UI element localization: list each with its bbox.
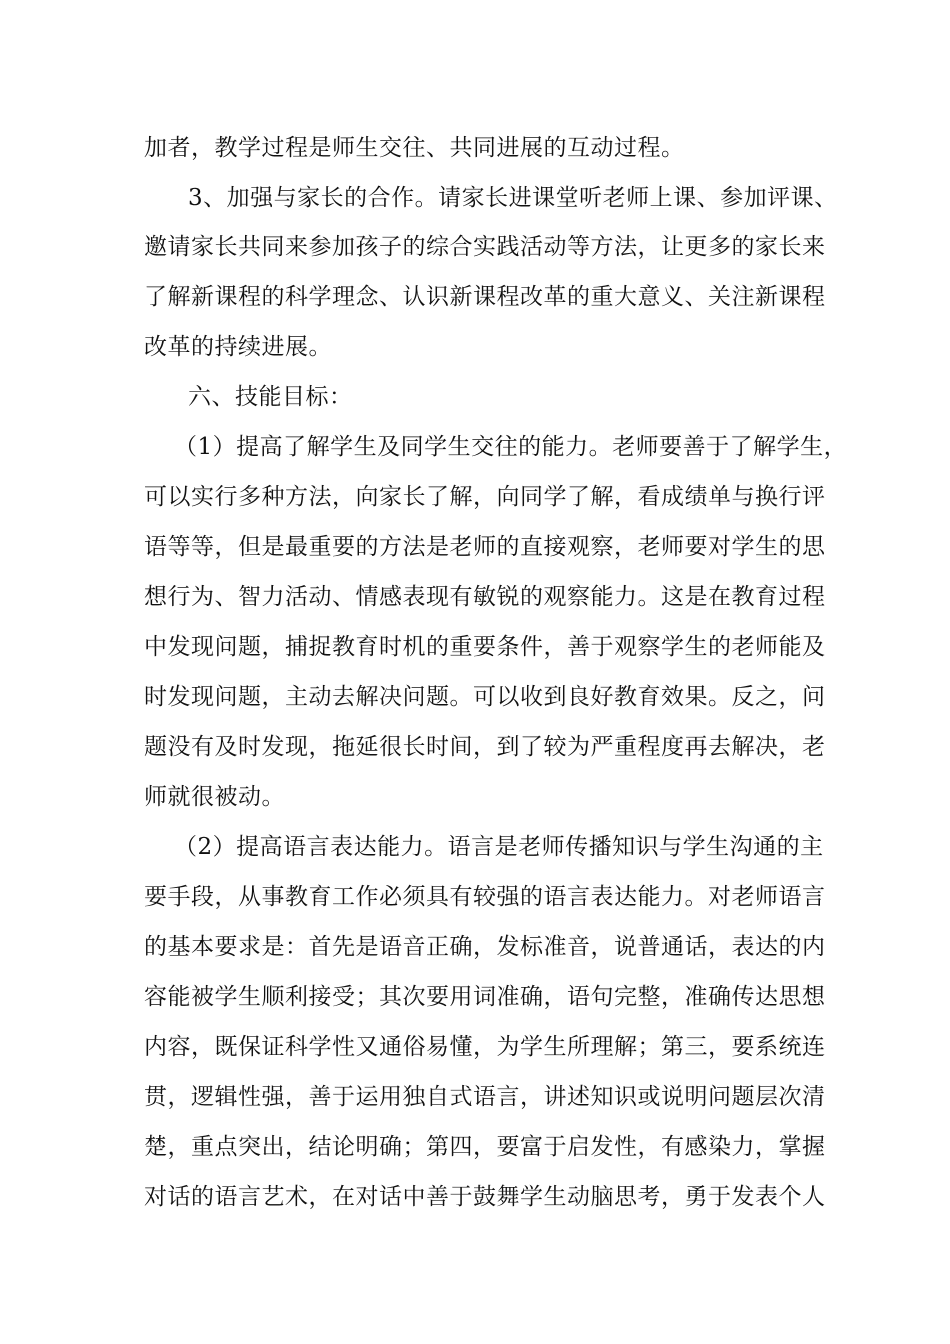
text-line: 中发现问题，捕捉教育时机的重要条件，善于观察学生的老师能及 (144, 634, 826, 660)
text-line: 想行为、智力活动、情感表现有敏锐的观察能力。这是在教育过程 (144, 584, 826, 610)
text-line: 要手段，从事教育工作必须具有较强的语言表达能力。对老师语言 (144, 884, 826, 910)
text-line: 楚，重点突出，结论明确；第四，要富于启发性，有感染力，掌握 (144, 1134, 826, 1160)
section-heading: 六、技能目标： (188, 384, 353, 410)
paragraph-start-line: （1）提高了解学生及同学生交往的能力。老师要善于了解学生， (174, 434, 848, 460)
text-line: 邀请家长共同来参加孩子的综合实践活动等方法，让更多的家长来 (144, 234, 826, 260)
text-line: 容能被学生顺利接受；其次要用词准确，语句完整，准确传达思想 (144, 984, 826, 1010)
text-line: 改革的持续进展。 (144, 334, 332, 360)
text-line: 内容，既保证科学性又通俗易懂，为学生所理解；第三，要系统连 (144, 1034, 826, 1060)
text-line: 贯，逻辑性强，善于运用独自式语言，讲述知识或说明问题层次清 (144, 1084, 826, 1110)
text-line: 可以实行多种方法，向家长了解，向同学了解，看成绩单与换行评 (144, 484, 826, 510)
text-line: 语等等，但是最重要的方法是老师的直接观察，老师要对学生的思 (144, 534, 826, 560)
paragraph-start-line: （2）提高语言表达能力。语言是老师传播知识与学生沟通的主 (174, 834, 824, 860)
text-line: 加者，教学过程是师生交往、共同进展的互动过程。 (144, 135, 685, 161)
text-line: 了解新课程的科学理念、认识新课程改革的重大意义、关注新课程 (144, 284, 826, 310)
text-line: 师就很被动。 (144, 784, 285, 810)
text-line: 时发现问题，主动去解决问题。可以收到良好教育效果。反之，问 (144, 684, 826, 710)
text-line: 对话的语言艺术，在对话中善于鼓舞学生动脑思考，勇于发表个人 (144, 1184, 826, 1210)
text-line: 题没有及时发现，拖延很长时间，到了较为严重程度再去解决，老 (144, 734, 826, 760)
text-line: 的基本要求是：首先是语音正确，发标准音，说普通话，表达的内 (144, 934, 826, 960)
paragraph-start-line: 3、加强与家长的合作。请家长进课堂听老师上课、参加评课、 (188, 185, 838, 211)
